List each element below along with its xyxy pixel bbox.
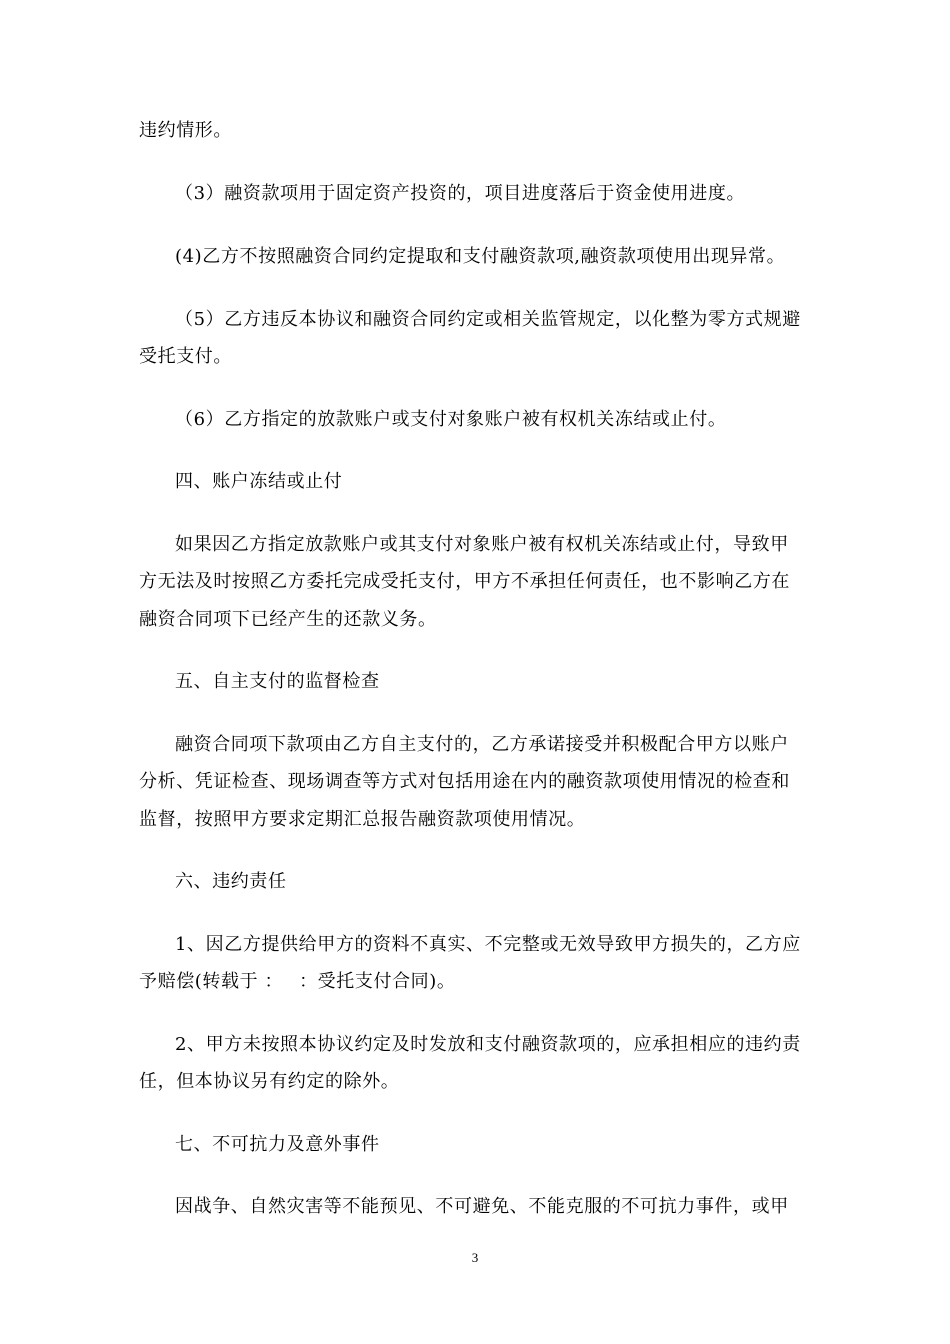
paragraph-line: 监督，按照甲方要求定期汇总报告融资款项使用情况。 (139, 809, 586, 830)
page-number: 3 (471, 1250, 479, 1265)
paragraph-line: 受托支付。 (139, 346, 232, 367)
paragraph-line: 融资合同项下已经产生的还款义务。 (139, 609, 437, 630)
paragraph-line: 分析、凭证检查、现场调查等方式对包括用途在内的融资款项使用情况的检查和 (139, 771, 790, 792)
paragraph-line: 方无法及时按照乙方委托完成受托支付，甲方不承担任何责任，也不影响乙方在 (139, 571, 790, 592)
section-heading: 五、自主支付的监督检查 (175, 671, 380, 692)
paragraph-line: 2、甲方未按照本协议约定及时发放和支付融资款项的，应承担相应的违约责 (175, 1034, 801, 1055)
section-heading: 七、不可抗力及意外事件 (175, 1134, 380, 1155)
paragraph-line: 1、因乙方提供给甲方的资料不真实、不完整或无效导致甲方损失的，乙方应 (175, 934, 801, 955)
paragraph-line: （6）乙方指定的放款账户或支付对象账户被有权机关冻结或止付。 (175, 409, 727, 430)
paragraph-line: （3）融资款项用于固定资产投资的，项目进度落后于资金使用进度。 (175, 183, 746, 204)
paragraph-line: 予赔偿(转载于 ： ：受托支付合同)。 (139, 971, 456, 992)
paragraph-line: 因战争、自然灾害等不能预见、不可避免、不能克服的不可抗力事件，或甲 (175, 1196, 789, 1217)
paragraph-line: 融资合同项下款项由乙方自主支付的，乙方承诺接受并积极配合甲方以账户 (175, 734, 789, 755)
paragraph-line: (4)乙方不按照融资合同约定提取和支付融资款项,融资款项使用出现异常。 (175, 246, 786, 267)
section-heading: 四、账户冻结或止付 (175, 471, 343, 492)
paragraph-line: （5）乙方违反本协议和融资合同约定或相关监管规定，以化整为零方式规避 (175, 309, 801, 330)
paragraph-line: 如果因乙方指定放款账户或其支付对象账户被有权机关冻结或止付，导致甲 (175, 534, 789, 555)
section-heading: 六、违约责任 (175, 871, 287, 892)
paragraph-line: 任，但本协议另有约定的除外。 (139, 1071, 400, 1092)
paragraph-line: 违约情形。 (139, 120, 232, 141)
